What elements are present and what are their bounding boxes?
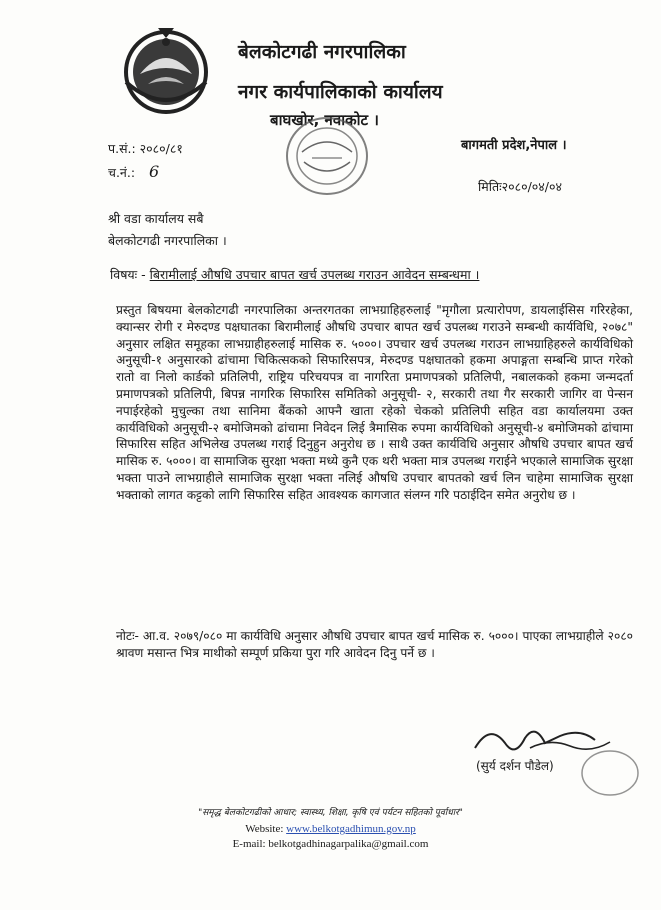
recipient-line-1: श्री वडा कार्यालय सबै — [108, 211, 204, 226]
website-label: Website: — [245, 823, 284, 835]
office-stamp-icon — [282, 112, 372, 200]
footer-slogan: "समृद्ध बेलकोटगढीको आधार; स्वास्थ्य, शिक्षा, कृषि एवं पर्यटन सहितको पूर्वाधार" — [198, 808, 463, 818]
org-name: बेलकोटगढी नगरपालिका — [238, 41, 406, 63]
letter-body: प्रस्तुत बिषयमा बेलकोटगढी नगरपालिका अन्तरगतका लाभग्राहिहरुलाई "मृगौला प्रत्यारोपण, डायलाईसिस गरिरहेका, क्यान्सर रोगी र मेरुदण्ड पक्षघातका बिरामीलाई औषधि उपचार बापत खर्च उपलब्ध गराउने सम्बन्धी कार्यविधि, २०७८" अनुसार लक्षित समूहका लाभग्राहीहरुलाई मासिक रु. ५०००। उपचार खर्च उपलब्ध गराउन लाभग्राहिहरुले कार्यविधिको अनुसूची-१ अनुसारको ढांचामा चिकित्सकको सिफारिसपत्र, मेरुदण्ड पक्षघातको हकमा अपाङ्गता सम्बन्धि प्राप्त गरेको रातो वा निलो कार्डको प्रतिलिपी, राष्ट्रिय परिचयपत्र वा नागरिता प्रमाणपत्रको प्रतिलिपी, नबालकको हकमा जन्मदर्ता प्रमाणपत्रको प्रतिलिपी, बिपन्न नागरिक सिफारिस समितिको अनुसूची- २, सरकारी तथा गैर सरकारी जागिर वा पेन्सन नपाईरहेको मुचुल्का तथा सानिमा बैंकको आफ्नै खाता रहेको चेकको प्रतिलिपी सहित वडा कार्यालयमा उक्त कार्यविधिको अनुसूची-२ बमोजिमको ढांचामा निवेदन लिई त्रैमासिक रुपमा कार्यविधिको अनुसूची-४ बमोजिमको ढांचामा सिफारिस सहित अभिलेख उपलब्ध गराई दिनुहुन अनुरोध छ । साथै उक्त कार्यविधि अनुसार औषधि उपचार बापत खर्च मासिक रु. ५०००। वा सामाजिक सुरक्षा भक्ता मध्ये कुनै एक थरी भक्ता मात्र उपलब्ध गराईने भएकाले सामाजिक सुरक्षा भक्ता पाउने लाभग्राहीले सामाजिक सुरक्षा भक्ता नलिई औषधि उपचार बापतको खर्च लिन चाहेमा सामाजिक सुरक्षा भक्ताको लागत कट्टको लागि सिफारिस सहित आवश्यक कागजात संलग्न गरि पठाईदिन समेत अनुरोध छ । — [116, 303, 633, 502]
footer-email — [0, 838, 661, 850]
subject-text: बिरामीलाई औषधि उपचार बापत खर्च उपलब्ध गराउन आवेदन सम्बन्धमा । — [149, 267, 480, 282]
website-link[interactable]: www.belkotgadhimun.gov.np — [286, 823, 416, 835]
letter-note: नोटः- आ.व. २०७९/०८० मा कार्यविधि अनुसार औषधि उपचार बापत खर्च मासिक रु. ५०००। पाएका लाभग्राहीले २०८० श्रावण मसान्त भित्र माथीको सम्पूर्ण प्रकिया पुरा गरि आवेदन दिनु पर्ने छ । — [116, 629, 633, 660]
office-address: बाघखोर, नवाकोट । — [270, 111, 379, 129]
subject-line — [110, 266, 630, 283]
footer-website — [0, 823, 661, 835]
dispatch-number-label: च.नं.: — [108, 165, 136, 180]
subject-label: विषयः - — [110, 267, 146, 282]
recipient-line-2: बेलकोटगढी नगरपालिका । — [108, 233, 227, 248]
email-address[interactable]: belkotgadhinagarpalika@gmail.com — [268, 838, 429, 850]
email-label: E-mail: — [232, 838, 266, 850]
signer-name: (सुर्य दर्शन पौडेल) — [476, 759, 554, 773]
dispatch-number-value: 6 — [149, 162, 160, 181]
dispatch-number — [108, 162, 159, 181]
letter-date: मितिः२०८०/०४/०४ — [478, 179, 563, 194]
province-label: बागमती प्रदेश,नेपाल । — [461, 138, 567, 153]
office-name: नगर कार्यपालिकाको कार्यालय — [238, 81, 443, 103]
reference-number: प.सं.: २०८०/८१ — [108, 141, 183, 156]
nepal-emblem-icon — [118, 22, 214, 118]
